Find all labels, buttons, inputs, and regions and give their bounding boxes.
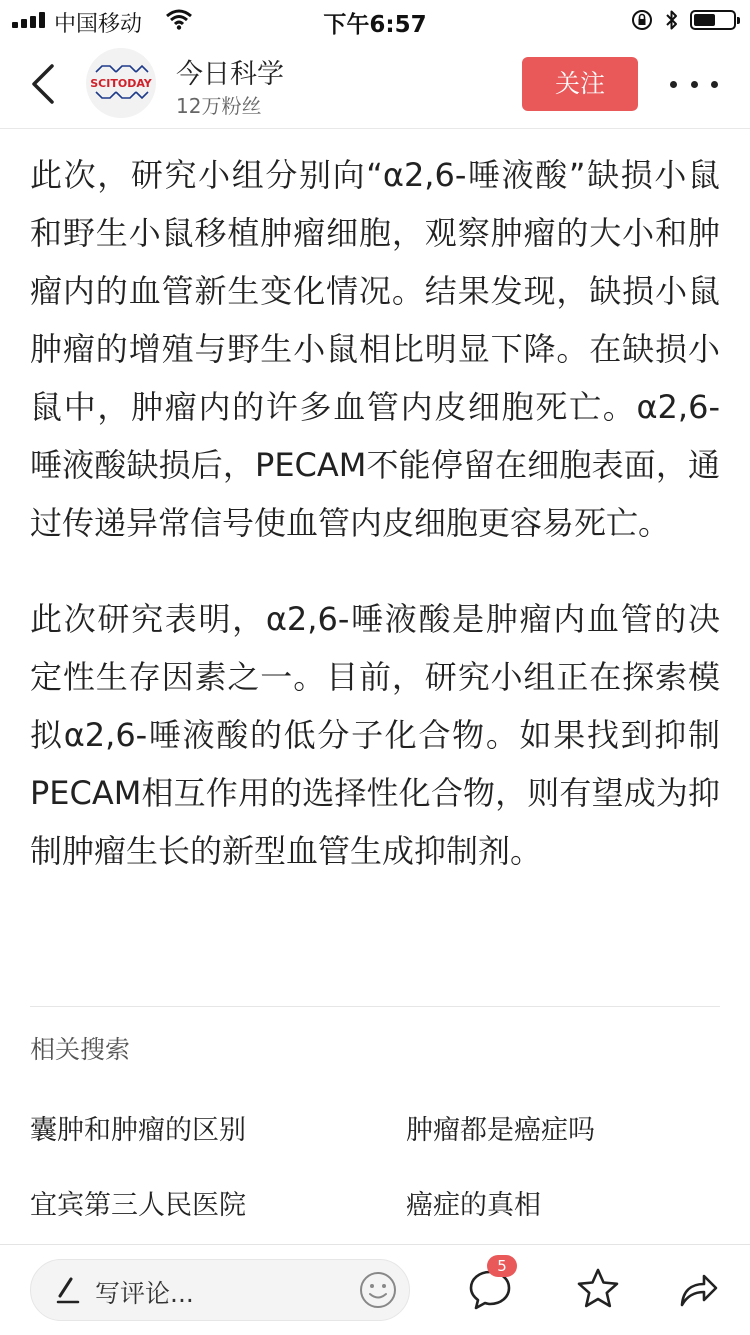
- carrier-name: 中国移动: [54, 12, 143, 37]
- rotation-lock-icon: [630, 8, 654, 32]
- related-search-item[interactable]: 癌症的真相: [406, 1190, 541, 1221]
- more-icon[interactable]: [670, 74, 718, 94]
- emoji-icon[interactable]: [358, 1270, 398, 1310]
- article-paragraph: 此次研究表明，α2,6-唾液酸是肿瘤内血管的决定性生存因素之一。目前，研究小组正在探索模拟α2,6-唾液酸的低分子化合物。如果找到抑制PECAM相互作用的选择性化合物，则有望成为抑制肿瘤生长的新型血管生成抑制剂。: [30, 600, 720, 870]
- bluetooth-icon: [664, 8, 680, 32]
- back-icon[interactable]: [24, 60, 68, 108]
- pen-icon: [55, 1275, 81, 1305]
- related-search-item[interactable]: 肿瘤都是癌症吗: [406, 1115, 595, 1146]
- related-search-title: 相关搜索: [30, 1035, 131, 1064]
- star-icon[interactable]: [574, 1265, 622, 1313]
- comment-count-badge: 5: [487, 1255, 517, 1277]
- share-icon[interactable]: [674, 1265, 722, 1313]
- article-header: [0, 40, 750, 129]
- follow-button[interactable]: 关注: [522, 57, 638, 111]
- related-search-item[interactable]: 宜宾第三人民医院: [30, 1190, 246, 1221]
- battery-icon: [690, 10, 736, 30]
- section-divider: [30, 1006, 720, 1007]
- account-avatar[interactable]: [86, 48, 156, 118]
- logo-text: SCITODAY: [90, 77, 152, 90]
- article-body: [30, 146, 720, 918]
- bottom-action-bar: [0, 1244, 750, 1335]
- status-time: 下午6:57: [323, 12, 427, 38]
- article-paragraph: 此次，研究小组分别向“α2,6-唾液酸”缺损小鼠和野生小鼠移植肿瘤细胞，观察肿瘤的大小和肿瘤内的血管新生变化情况。结果发现，缺损小鼠肿瘤的增殖与野生小鼠相比明显下降。在缺损小鼠中，肿瘤内的许多血管内皮细胞死亡。α2,6-唾液酸缺损后，PECAM不能停留在细胞表面，通过传递异常信号使血管内皮细胞更容易死亡。: [30, 156, 720, 542]
- comment-placeholder: 写评论...: [95, 1279, 194, 1308]
- related-search-item[interactable]: 囊肿和肿瘤的区别: [30, 1115, 246, 1146]
- comment-input[interactable]: [30, 1259, 410, 1321]
- status-bar: [0, 0, 750, 40]
- account-name[interactable]: 今日科学: [176, 59, 284, 90]
- fans-count: 12万粉丝: [176, 94, 262, 118]
